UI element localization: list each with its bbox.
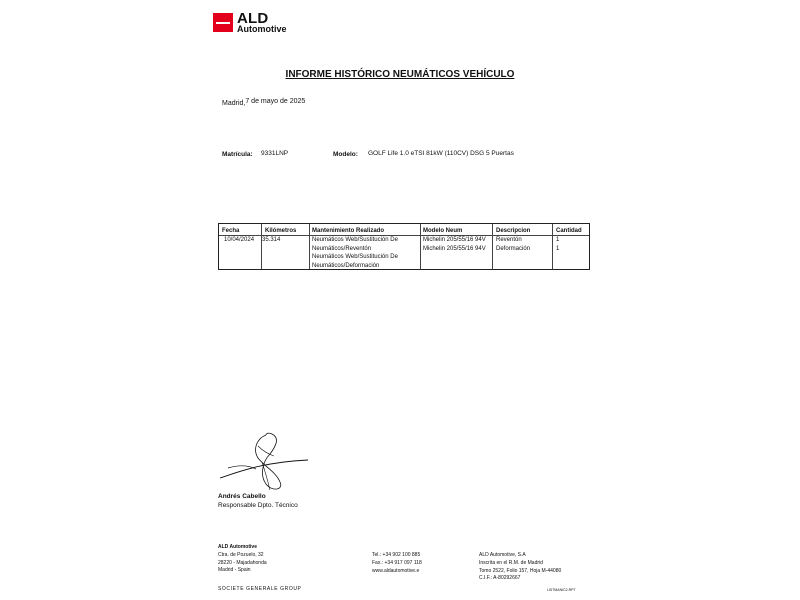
date: 7 de mayo de 2025 <box>245 98 306 105</box>
cell-fecha: 10/04/2024 <box>224 237 255 243</box>
footer-address <box>218 544 267 575</box>
logo-text-ald: ALD <box>237 10 269 27</box>
mantenimiento-entry: Neumáticos Web/Sustitución De Neumáticos/Deformación <box>312 254 398 269</box>
header-cantidad: Cantidad <box>556 228 582 234</box>
header-mantenimiento: Mantenimiento Realizado <box>312 228 385 234</box>
signer-role: Responsable Dpto. Técnico <box>218 502 298 509</box>
footer-line: Ctra. de Pozuelo, 32 <box>218 551 264 558</box>
footer-website: www.aldautomotive.e <box>372 567 420 574</box>
footer-contact <box>372 552 422 575</box>
signer-name: Andrés Cabello <box>218 493 266 500</box>
report-reference: LISTMANIC2.RPT <box>547 588 576 592</box>
cantidad-entry: 1 <box>556 237 560 243</box>
cell-cantidad <box>556 236 559 253</box>
column-divider <box>492 224 493 269</box>
plate-value: 9331LNP <box>261 150 289 157</box>
cantidad-entry: 1 <box>556 245 560 252</box>
footer-line: Madrid - Spain <box>218 567 251 574</box>
cell-descripcion <box>496 236 530 253</box>
footer-company: ALD Automotive <box>218 544 257 550</box>
logo-mark-icon <box>213 13 233 32</box>
column-divider <box>309 224 310 269</box>
footer-fax: Fax.: +34 917 097 118 <box>372 559 422 566</box>
model-value: GOLF Life 1.0 eTSI 81kW (110CV) DSG 5 Puertas <box>368 150 514 157</box>
descripcion-entry: Reventón <box>496 237 522 243</box>
cell-km: 35.314 <box>262 237 281 243</box>
document-title: INFORME HISTÓRICO NEUMÁTICOS VEHÍCULO <box>285 69 515 80</box>
tire-history-table <box>218 223 590 270</box>
footer-line: ALD Automotive, S.A <box>479 552 526 558</box>
footer-legal <box>479 552 561 583</box>
mantenimiento-entry: Neumáticos Web/Sustitución De Neumáticos/Reventón <box>312 237 398 252</box>
cell-mantenimiento <box>312 236 416 270</box>
column-divider <box>261 224 262 269</box>
footer-phone: Tel.: +34 902 100 885 <box>372 552 421 558</box>
header-modelo-neum: Modelo Neum <box>423 228 463 234</box>
header-kilometros: Kilómetros <box>265 228 297 234</box>
column-divider <box>552 224 553 269</box>
model-label: Modelo: <box>333 151 358 158</box>
footer-line: 28220 - Majadahonda <box>218 559 267 566</box>
handwritten-signature <box>218 432 310 492</box>
cell-modelo-neum <box>423 236 487 253</box>
city: Madrid, <box>222 100 246 107</box>
column-divider <box>420 224 421 269</box>
header-fecha: Fecha <box>222 228 240 234</box>
footer-line: Tomo 2522, Folio 157, Hoja M-44080 <box>479 567 562 574</box>
footer-line: C.I.F.: A-80292667 <box>479 575 521 582</box>
footer-line: Inscrita en el R.M. de Madrid <box>479 559 543 566</box>
plate-label: Matrícula: <box>222 151 253 158</box>
modelo-entry: Michelin 205/55/16 94V <box>423 237 486 243</box>
header-descripcion: Descripcion <box>496 228 531 234</box>
group-name: SOCIETE GENERALE GROUP <box>218 586 302 592</box>
logo-text-automotive: Automotive <box>237 24 287 34</box>
modelo-entry: Michelin 205/55/16 94V <box>423 245 486 252</box>
place-date <box>222 98 305 105</box>
descripcion-entry: Deformación <box>496 245 531 252</box>
